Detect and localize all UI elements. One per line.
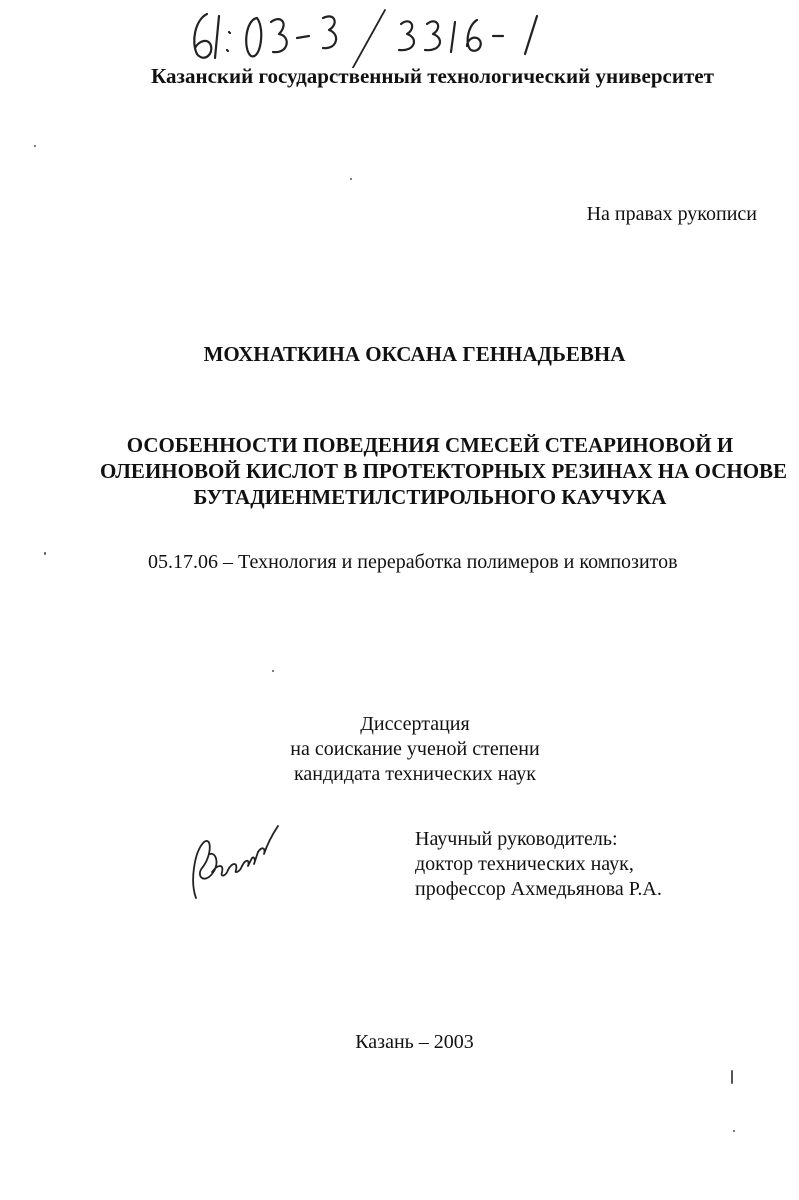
title-line: БУТАДИЕНМЕТИЛСТИРОЛЬНОГО КАУЧУКА <box>193 485 667 509</box>
scan-speck <box>350 178 352 180</box>
author-name: МОХНАТКИНА ОКСАНА ГЕННАДЬЕВНА <box>203 342 626 366</box>
supervisor-line: профессор Ахмедьянова Р.А. <box>415 878 662 900</box>
title-line: ОСОБЕННОСТИ ПОВЕДЕНИЯ СМЕСЕЙ СТЕАРИНОВОЙ И <box>126 433 734 457</box>
scan-speck <box>44 552 46 555</box>
supervisor-block <box>415 827 662 902</box>
scan-speck <box>34 145 36 147</box>
rights-note: На правах рукописи <box>586 203 757 225</box>
title-line: ОЛЕИНОВОЙ КИСЛОТ В ПРОТЕКТОРНЫХ РЕЗИНАХ НА ОСНОВЕ <box>100 459 788 483</box>
scan-speck <box>733 1130 735 1132</box>
signature-icon <box>182 812 282 902</box>
city-year: Казань – 2003 <box>355 1031 474 1053</box>
degree-line: на соискание ученой степени <box>290 738 540 760</box>
degree-block <box>230 712 600 787</box>
specialty-code: 05.17.06 – Технология и переработка полимеров и композитов <box>148 551 678 573</box>
supervisor-line: доктор технических наук, <box>415 853 634 875</box>
degree-line: кандидата технических наук <box>293 763 537 785</box>
university-name: Казанский государственный технологический университет <box>151 64 714 88</box>
dissertation-title <box>100 432 788 510</box>
scan-speck <box>731 1070 733 1084</box>
scan-speck <box>272 670 274 672</box>
supervisor-line: Научный руководитель: <box>415 828 618 850</box>
degree-line: Диссертация <box>360 713 470 735</box>
handwritten-reference <box>185 6 565 68</box>
